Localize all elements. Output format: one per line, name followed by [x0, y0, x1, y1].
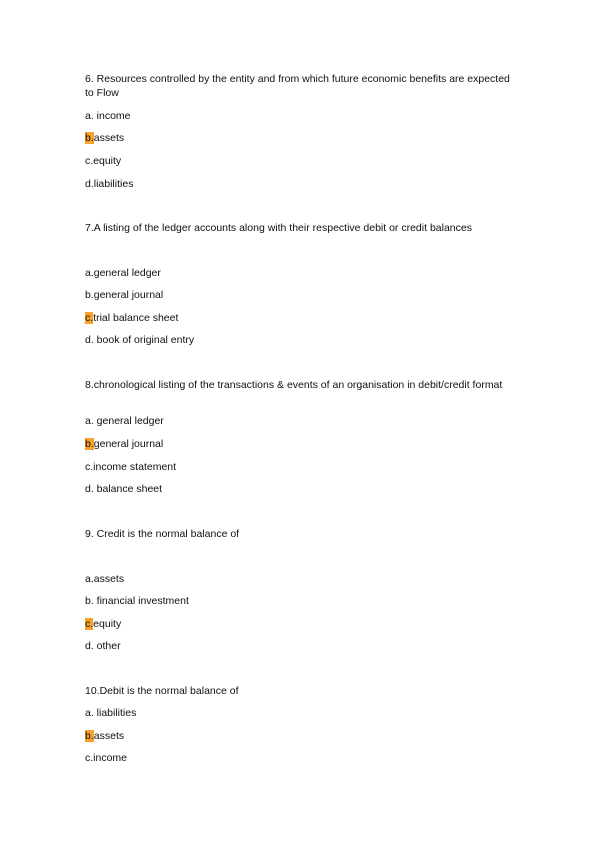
option-7b: b.general journal [85, 289, 164, 301]
option-9c: c.equity [85, 618, 122, 630]
option-7a: a.general ledger [85, 267, 161, 279]
option-8d: d. balance sheet [85, 483, 163, 495]
option-9a: a.assets [85, 573, 125, 585]
option-10c: c.income [85, 752, 128, 764]
option-8b: b.general journal [85, 438, 164, 450]
option-10b: b.assets [85, 730, 125, 742]
option-10a: a. liabilities [85, 707, 137, 719]
answer-highlight: c. [85, 312, 94, 324]
option-9b: b. financial investment [85, 595, 189, 607]
option-6b: b.assets [85, 132, 125, 144]
option-7c: c.trial balance sheet [85, 312, 179, 324]
question-7: 7.A listing of the ledger accounts along with their respective debit or credit balances [85, 222, 472, 234]
question-8: 8.chronological listing of the transactions & events of an organisation in debit/credit format [85, 379, 503, 391]
answer-highlight: c. [85, 618, 94, 630]
answer-highlight: b. [85, 132, 94, 144]
option-8a: a. general ledger [85, 415, 164, 427]
question-6: 6. Resources controlled by the entity and from which future economic benefits are expected to Flow [85, 73, 510, 99]
option-9d: d. other [85, 640, 121, 652]
answer-highlight: b. [85, 438, 94, 450]
option-6a: a. income [85, 110, 131, 122]
question-9: 9. Credit is the normal balance of [85, 528, 240, 540]
question-10: 10.Debit is the normal balance of [85, 685, 239, 697]
option-6d: d.liabilities [85, 178, 134, 190]
option-7d: d. book of original entry [85, 334, 195, 346]
answer-highlight: b. [85, 730, 94, 742]
option-6c: c.equity [85, 155, 122, 167]
option-8c: c.income statement [85, 461, 177, 473]
